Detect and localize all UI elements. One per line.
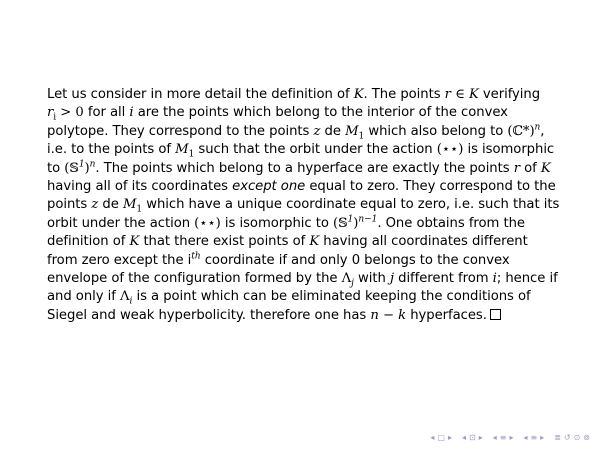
math-subscript: i <box>129 297 133 308</box>
text-run: to <box>47 160 65 176</box>
nav-next-section-icon[interactable]: ▸ <box>509 433 514 442</box>
text-run: equal to zero. They correspond to the <box>305 179 556 195</box>
math-symbol: k <box>398 307 407 323</box>
text-run: envelope of the configuration formed by the <box>47 271 342 287</box>
text-run: from zero except the i <box>47 252 192 268</box>
text-run: . The points which belong to a hyperface are exactly the points <box>95 160 514 176</box>
math-subscript: 1 <box>358 131 365 142</box>
math-symbol: K <box>468 87 479 102</box>
text-line <box>47 86 567 104</box>
text-run: orbit under the action <box>47 215 195 231</box>
math-symbol: K <box>309 234 320 250</box>
text-line <box>47 123 567 141</box>
text-run: ; hence if <box>496 271 558 287</box>
emphasis-text: except one <box>232 179 306 195</box>
math-symbol: M <box>345 123 359 139</box>
text-run: such that the orbit under the action <box>194 142 437 158</box>
math-expression: Λ <box>120 289 130 305</box>
math-symbol: z <box>91 197 99 213</box>
math-symbol: M <box>175 142 189 158</box>
math-symbol: K <box>353 87 364 102</box>
text-line <box>47 215 567 233</box>
text-run: de <box>320 123 346 139</box>
math-expression: (𝕊 <box>333 215 348 231</box>
text-run: which have a unique coordinate equal to zero, i.e. such that its <box>142 197 560 213</box>
math-superscript: n <box>534 122 541 133</box>
text-run: i.e. to the points of <box>47 142 176 158</box>
text-run: that there exist points of <box>139 234 310 250</box>
text-run: having all of its coordinates <box>47 179 233 195</box>
math-superscript: 1 <box>347 214 354 225</box>
nav-next-subsection-icon[interactable]: ▸ <box>478 433 483 442</box>
math-symbol: z <box>313 123 321 139</box>
nav-zoom-icon[interactable]: ⊚ <box>583 433 590 442</box>
math-expression: ∈ <box>450 87 469 102</box>
text-line <box>47 307 567 325</box>
nav-search-icon[interactable]: ⊙ <box>573 433 581 442</box>
text-run: different from <box>393 271 493 287</box>
text-line <box>47 233 567 251</box>
text-line <box>47 288 567 306</box>
math-symbol: i <box>492 271 497 287</box>
math-symbol: K <box>129 234 140 250</box>
nav-page-icon[interactable]: ≡ <box>530 433 538 442</box>
math-symbol: r <box>444 87 451 102</box>
text-line <box>47 160 567 178</box>
math-symbol: r <box>47 105 54 121</box>
nav-prev-subsection-icon[interactable]: ◂ <box>461 433 466 442</box>
nav-prev-page-icon[interactable]: ◂ <box>523 433 528 442</box>
math-symbol: j <box>389 271 394 287</box>
text-run: and only if <box>47 289 120 305</box>
math-expression: ) <box>353 215 359 231</box>
text-run: are the points which belong to the interior of the convex <box>133 105 508 121</box>
text-run: , <box>540 123 545 139</box>
math-symbol: n <box>370 307 379 323</box>
math-expression: > 0 <box>56 105 84 121</box>
text-run: which also belong to <box>364 123 508 139</box>
math-subscript: 1 <box>188 149 195 160</box>
math-symbol: r <box>513 160 520 176</box>
text-run: coordinate if and only 0 belongs to the convex <box>200 252 510 268</box>
nav-section-icon[interactable]: ≡ <box>499 433 507 442</box>
math-superscript: n−1 <box>358 214 378 225</box>
ordinal-superscript: th <box>191 251 201 262</box>
text-line <box>47 270 567 288</box>
text-run: . The points <box>363 87 445 102</box>
text-run: Siegel and weak hyperbolicity. therefore one has <box>47 307 371 323</box>
math-expression: ) <box>84 160 90 176</box>
math-subscript: i <box>53 113 57 124</box>
text-run: Let us consider in more detail the definition of <box>47 87 354 102</box>
text-run: points <box>47 197 92 213</box>
text-line <box>47 178 567 196</box>
math-expression: Λ <box>341 271 352 287</box>
text-run: is isomorphic to <box>220 215 334 231</box>
text-run: having all coordinates different <box>319 234 528 250</box>
math-subscript: j <box>351 278 354 289</box>
math-expression: (𝕊 <box>64 160 79 176</box>
text-line <box>47 141 567 159</box>
math-subscript: 1 <box>136 205 143 216</box>
math-symbol: i <box>129 105 134 121</box>
math-expression: (ℂ*) <box>507 123 535 139</box>
text-run: verifying <box>478 87 541 102</box>
nav-first-icon[interactable]: ◂ <box>430 433 435 442</box>
text-line <box>47 196 567 214</box>
nav-frame-icon[interactable]: □ <box>437 433 445 442</box>
nav-subsection-icon[interactable]: ⊡ <box>469 433 476 442</box>
text-run: is isomorphic <box>463 142 555 158</box>
text-run: hyperfaces. <box>406 307 487 323</box>
math-expression: − <box>378 307 399 323</box>
text-run: polytope. They correspond to the points <box>47 123 314 139</box>
nav-prev-section-icon[interactable]: ◂ <box>492 433 497 442</box>
text-run: for all <box>83 105 130 121</box>
text-line <box>47 104 567 122</box>
math-superscript: n <box>89 159 96 170</box>
text-run: of <box>519 160 541 176</box>
text-run: with <box>353 271 390 287</box>
nav-menu-icon[interactable]: ≣ <box>554 433 561 442</box>
math-symbol: M <box>122 197 137 213</box>
text-line <box>47 252 567 270</box>
beamer-navigation-bar[interactable] <box>430 433 590 443</box>
nav-back-icon[interactable]: ↺ <box>563 433 571 442</box>
math-expression: (⋆⋆) <box>436 142 464 158</box>
nav-next-page-icon[interactable]: ▸ <box>540 433 545 442</box>
qed-square-icon <box>490 309 501 320</box>
text-run: . One obtains from the <box>377 215 525 231</box>
math-symbol: K <box>540 160 551 176</box>
text-run: definition of <box>47 234 130 250</box>
text-run: de <box>98 197 123 213</box>
nav-next-icon[interactable]: ▸ <box>447 433 452 442</box>
theorem-proof-text <box>47 86 567 325</box>
math-superscript: 1 <box>78 159 85 170</box>
text-run: is a point which can be eliminated keeping the conditions of <box>132 289 531 305</box>
math-expression: (⋆⋆) <box>194 215 221 231</box>
